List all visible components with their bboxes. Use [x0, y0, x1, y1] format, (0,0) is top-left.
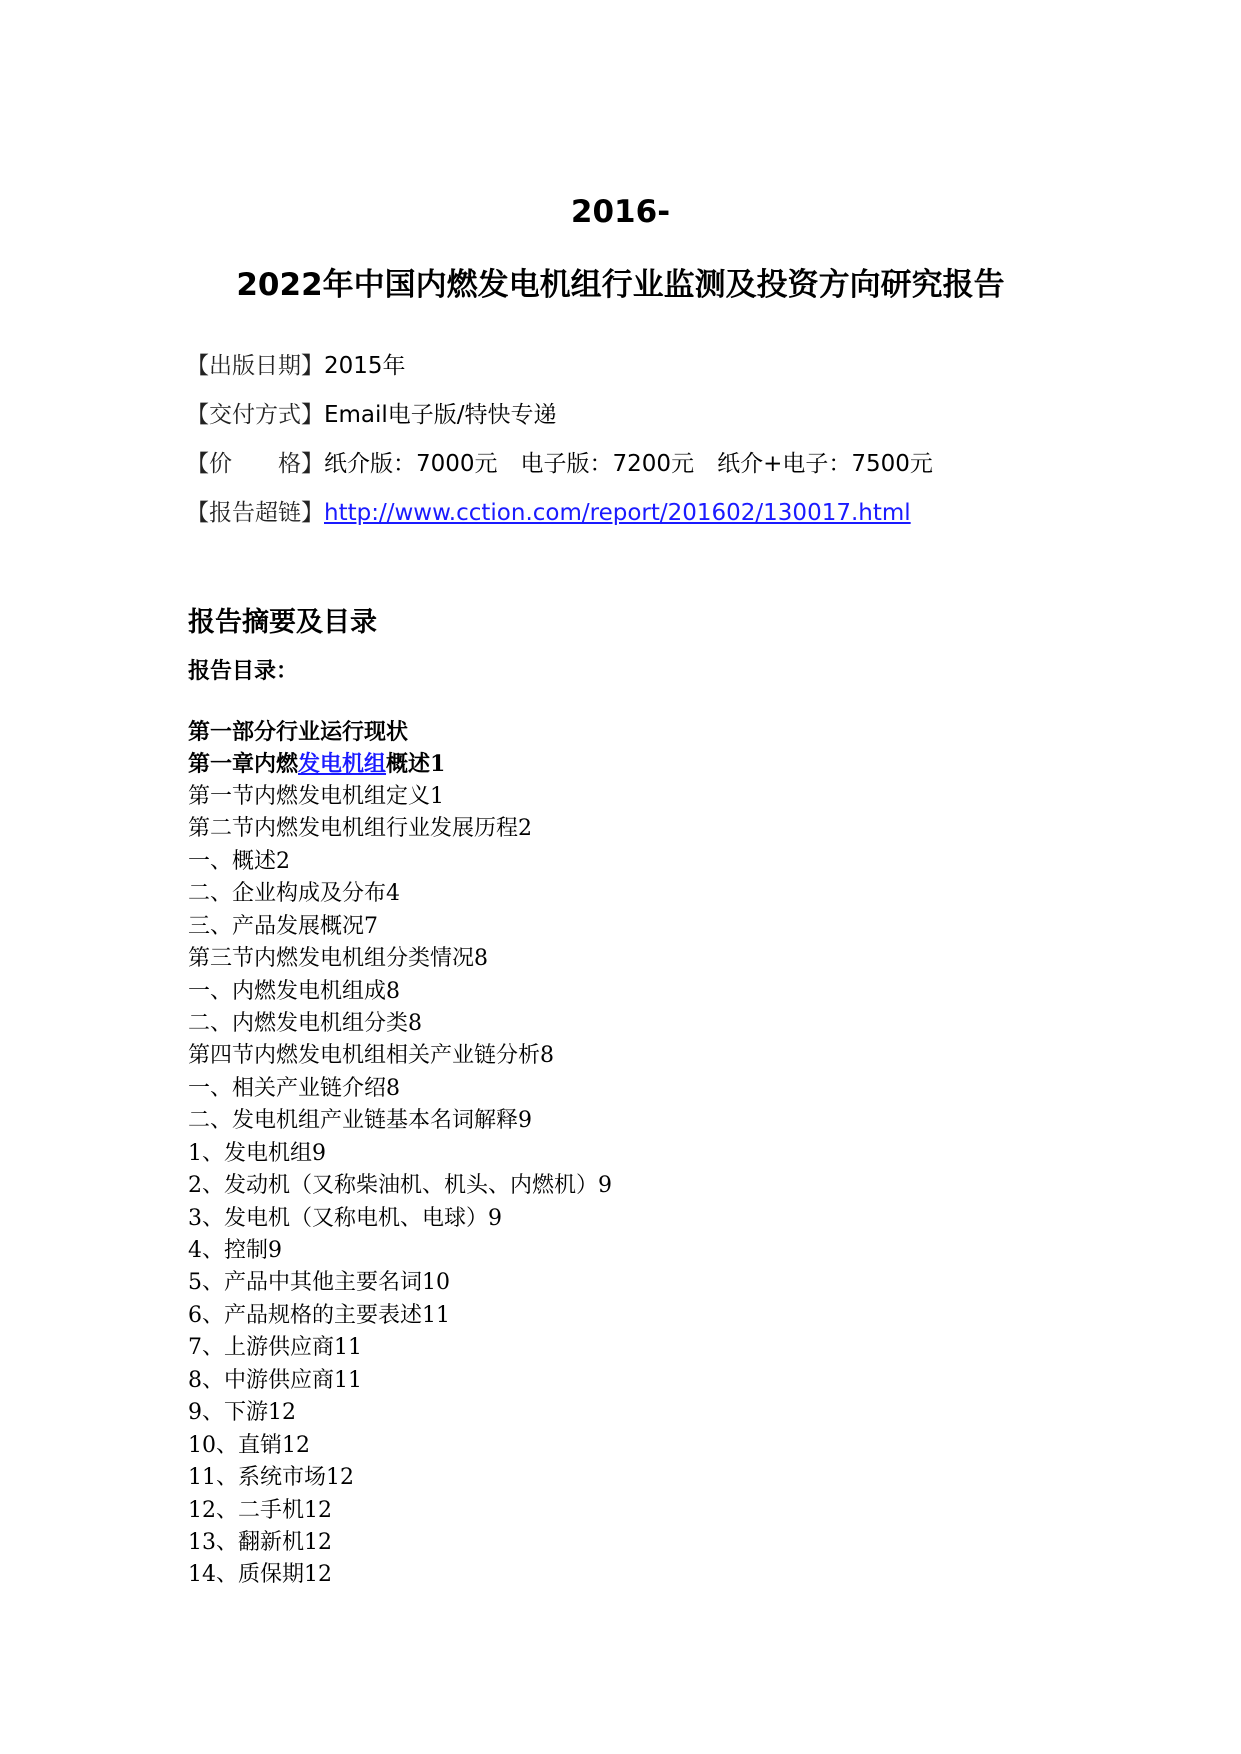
- toc-chapter-1-prefix: 第一章内燃: [188, 751, 299, 778]
- delivery-row: [186, 399, 933, 448]
- toc-item: 3、发电机（又称电机、电球）9: [188, 1205, 502, 1231]
- toc-item: 一、内燃发电机组成8: [188, 978, 400, 1004]
- toc-part-1: 第一部分行业运行现状: [188, 719, 409, 745]
- toc-item: 第二节内燃发电机组行业发展历程2: [188, 816, 532, 842]
- toc-item: 二、内燃发电机组分类8: [188, 1010, 422, 1036]
- report-title-line-2: 2022年中国内燃发电机组行业监测及投资方向研究报告: [236, 267, 1005, 303]
- toc-item: 第四节内燃发电机组相关产业链分析8: [188, 1043, 554, 1069]
- abstract-heading: 报告摘要及目录: [188, 607, 377, 638]
- toc-item: 一、相关产业链介绍8: [188, 1075, 400, 1101]
- toc-item: 13、翻新机12: [188, 1529, 332, 1555]
- toc-item: 14、质保期12: [188, 1562, 332, 1588]
- toc-item: 10、直销12: [188, 1432, 310, 1458]
- toc-item: 二、企业构成及分布4: [188, 881, 400, 907]
- toc-item: 三、产品发展概况7: [188, 913, 378, 939]
- report-link[interactable]: http://www.cction.com/report/201602/130017.html: [324, 500, 911, 526]
- toc-item: 9、下游12: [188, 1400, 296, 1426]
- toc-item: 12、二手机12: [188, 1497, 332, 1523]
- delivery-value: Email电子版/特快专递: [324, 402, 557, 428]
- publish-date-label: 【出版日期】: [186, 353, 324, 379]
- report-link-label: 【报告超链】: [186, 500, 324, 526]
- toc-item: 8、中游供应商11: [188, 1367, 362, 1393]
- toc-item: 7、上游供应商11: [188, 1335, 362, 1361]
- toc-item: 2、发动机（又称柴油机、机头、内燃机）9: [188, 1173, 612, 1199]
- delivery-label: 【交付方式】: [186, 402, 324, 428]
- toc-chapter-1: [188, 748, 612, 780]
- price-row: [186, 448, 933, 497]
- toc-item: 一、概述2: [188, 848, 290, 874]
- toc-chapter-1-suffix: 概述1: [386, 751, 446, 778]
- report-title-line-1: 2016-: [570, 194, 671, 230]
- publish-date-row: [186, 350, 933, 399]
- toc-item: 第一节内燃发电机组定义1: [188, 783, 444, 809]
- toc-item: 6、产品规格的主要表述11: [188, 1302, 450, 1328]
- toc-item: 5、产品中其他主要名词10: [188, 1270, 450, 1296]
- price-value: 纸介版：7000元 电子版：7200元 纸介+电子：7500元: [324, 451, 933, 477]
- toc-item: 1、发电机组9: [188, 1140, 326, 1166]
- report-link-row: [186, 497, 933, 546]
- report-meta: [186, 350, 933, 546]
- toc-item: 11、系统市场12: [188, 1465, 354, 1491]
- price-label: 【价 格】: [186, 451, 324, 477]
- toc-heading: 报告目录：: [188, 659, 299, 684]
- toc-item: 二、发电机组产业链基本名词解释9: [188, 1108, 532, 1134]
- table-of-contents: [188, 716, 612, 1592]
- toc-item: 4、控制9: [188, 1238, 282, 1263]
- publish-date-value: 2015年: [324, 353, 406, 379]
- generator-set-link[interactable]: 发电机组: [298, 751, 387, 778]
- toc-item: 第三节内燃发电机组分类情况8: [188, 946, 488, 972]
